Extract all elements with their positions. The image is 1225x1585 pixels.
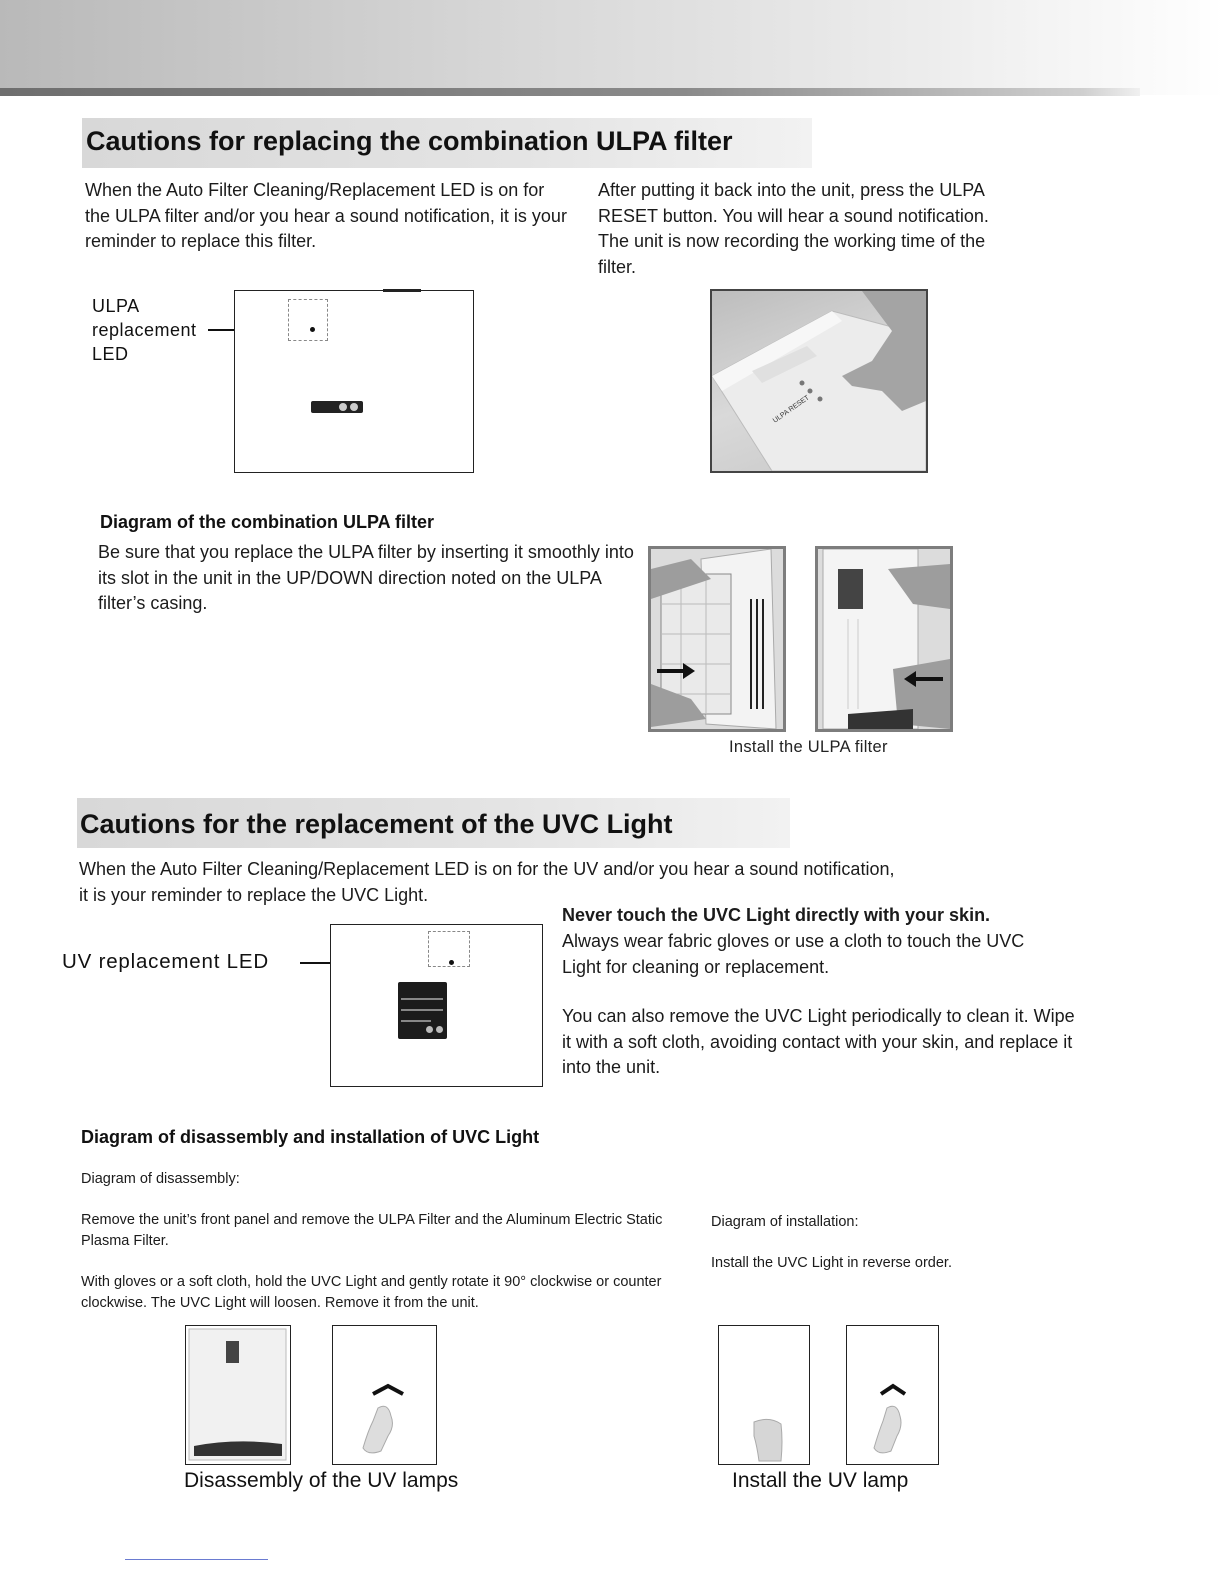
install-photo-2-illustration: [818, 549, 950, 729]
uv-control-panel: [398, 982, 447, 1039]
section2-title: Cautions for the replacement of the UVC Light: [80, 809, 673, 839]
ulpa-install-caption: Install the ULPA filter: [729, 738, 888, 756]
panel-top-mark: [383, 289, 421, 292]
section1-left-paragraph: When the Auto Filter Cleaning/Replacement LED is on for the ULPA filter and/or you hear a sound notification, it is your reminder to replace this filter.: [85, 180, 567, 251]
install-hand-illustration-2: [847, 1326, 937, 1463]
section2-intro-line1: When the Auto Filter Cleaning/Replacement LED is on for the UV and/or you hear a sound notification,: [79, 859, 895, 879]
ulpa-install-photo-1: [648, 546, 786, 732]
ulpa-led-label-line3: LED: [92, 344, 129, 364]
ulpa-panel-diagram: [234, 290, 474, 473]
ulpa-reset-photo: [710, 289, 928, 473]
disassembly-heading: Diagram of disassembly:: [81, 1171, 240, 1187]
install-hand-illustration-1: [719, 1326, 808, 1463]
ulpa-led-label: [92, 294, 197, 366]
disassembly-step1: Remove the unit’s front panel and remove the ULPA Filter and the Aluminum Electric Static Plasma Filter.: [81, 1212, 663, 1249]
uv-warning-bold: Never touch the UVC Light directly with your skin.: [562, 905, 991, 925]
uv-unit-front-image: [185, 1325, 291, 1465]
section1-title: Cautions for replacing the combination ULPA filter: [86, 126, 733, 156]
install-photo-1-illustration: [651, 549, 783, 729]
uv-panel-row-1: [401, 998, 443, 1000]
uv-unit-front-illustration: [186, 1326, 289, 1463]
uv-panel-row-2: [401, 1009, 443, 1011]
disassembly-caption: Disassembly of the UV lamps: [184, 1469, 459, 1492]
installation-step: Install the UVC Light in reverse order.: [711, 1255, 952, 1271]
control-button-2: [350, 403, 358, 411]
control-button-1: [339, 403, 347, 411]
uv-install-image-2: [846, 1325, 939, 1465]
ulpa-led-dot: [310, 327, 315, 332]
rotate-hand-illustration: [333, 1326, 435, 1463]
reset-photo-illustration: [712, 291, 926, 471]
section1-right-paragraph: After putting it back into the unit, press the ULPA RESET button. You will hear a sound notification. The unit is now recording the working time of the filter.: [598, 180, 989, 277]
uv-lamp-rotate-image: [332, 1325, 437, 1465]
installation-heading: Diagram of installation:: [711, 1214, 859, 1230]
ulpa-led-highlight: [288, 299, 328, 341]
uv-panel-row-3: [401, 1020, 431, 1022]
ulpa-diagram-title: Diagram of the combination ULPA filter: [100, 512, 435, 532]
header-gradient-band: [0, 0, 1225, 95]
uv-clean-text: You can also remove the UVC Light periodically to clean it. Wipe it with a soft cloth, avoiding contact with your skin, and replace it into the unit.: [562, 1006, 1075, 1077]
section2-intro-line2: it is your reminder to replace the UVC Light.: [79, 885, 429, 905]
uv-diagram-title: Diagram of disassembly and installation of UVC Light: [81, 1127, 540, 1147]
footer-rule: [125, 1559, 268, 1560]
ulpa-led-label-line1: ULPA: [92, 296, 140, 316]
disassembly-step2: With gloves or a soft cloth, hold the UVC Light and gently rotate it 90° clockwise or counter clockwise. The UVC Light will loosen. Remove it from the unit.: [81, 1274, 662, 1311]
control-strip: [311, 401, 363, 413]
uv-warning-text: Always wear fabric gloves or use a cloth to touch the UVC Light for cleaning or replacement.: [562, 931, 1025, 977]
ulpa-diagram-paragraph: Be sure that you replace the ULPA filter by inserting it smoothly into its slot in the unit in the UP/DOWN direction noted on the ULPA filter’s casing.: [98, 542, 634, 613]
uv-led-dot: [449, 960, 454, 965]
uv-panel-diagram: [330, 924, 543, 1087]
uv-install-caption: Install the UV lamp: [732, 1469, 909, 1492]
uv-install-image-1: [718, 1325, 810, 1465]
ulpa-led-label-line2: replacement: [92, 320, 197, 340]
uv-panel-button-2: [436, 1026, 443, 1033]
reset-photo-label: ULPA RESET: [771, 394, 811, 425]
uv-led-label: UV replacement LED: [62, 950, 269, 973]
uv-panel-button-1: [426, 1026, 433, 1033]
header-rule: [0, 88, 1140, 96]
ulpa-install-photo-2: [815, 546, 953, 732]
